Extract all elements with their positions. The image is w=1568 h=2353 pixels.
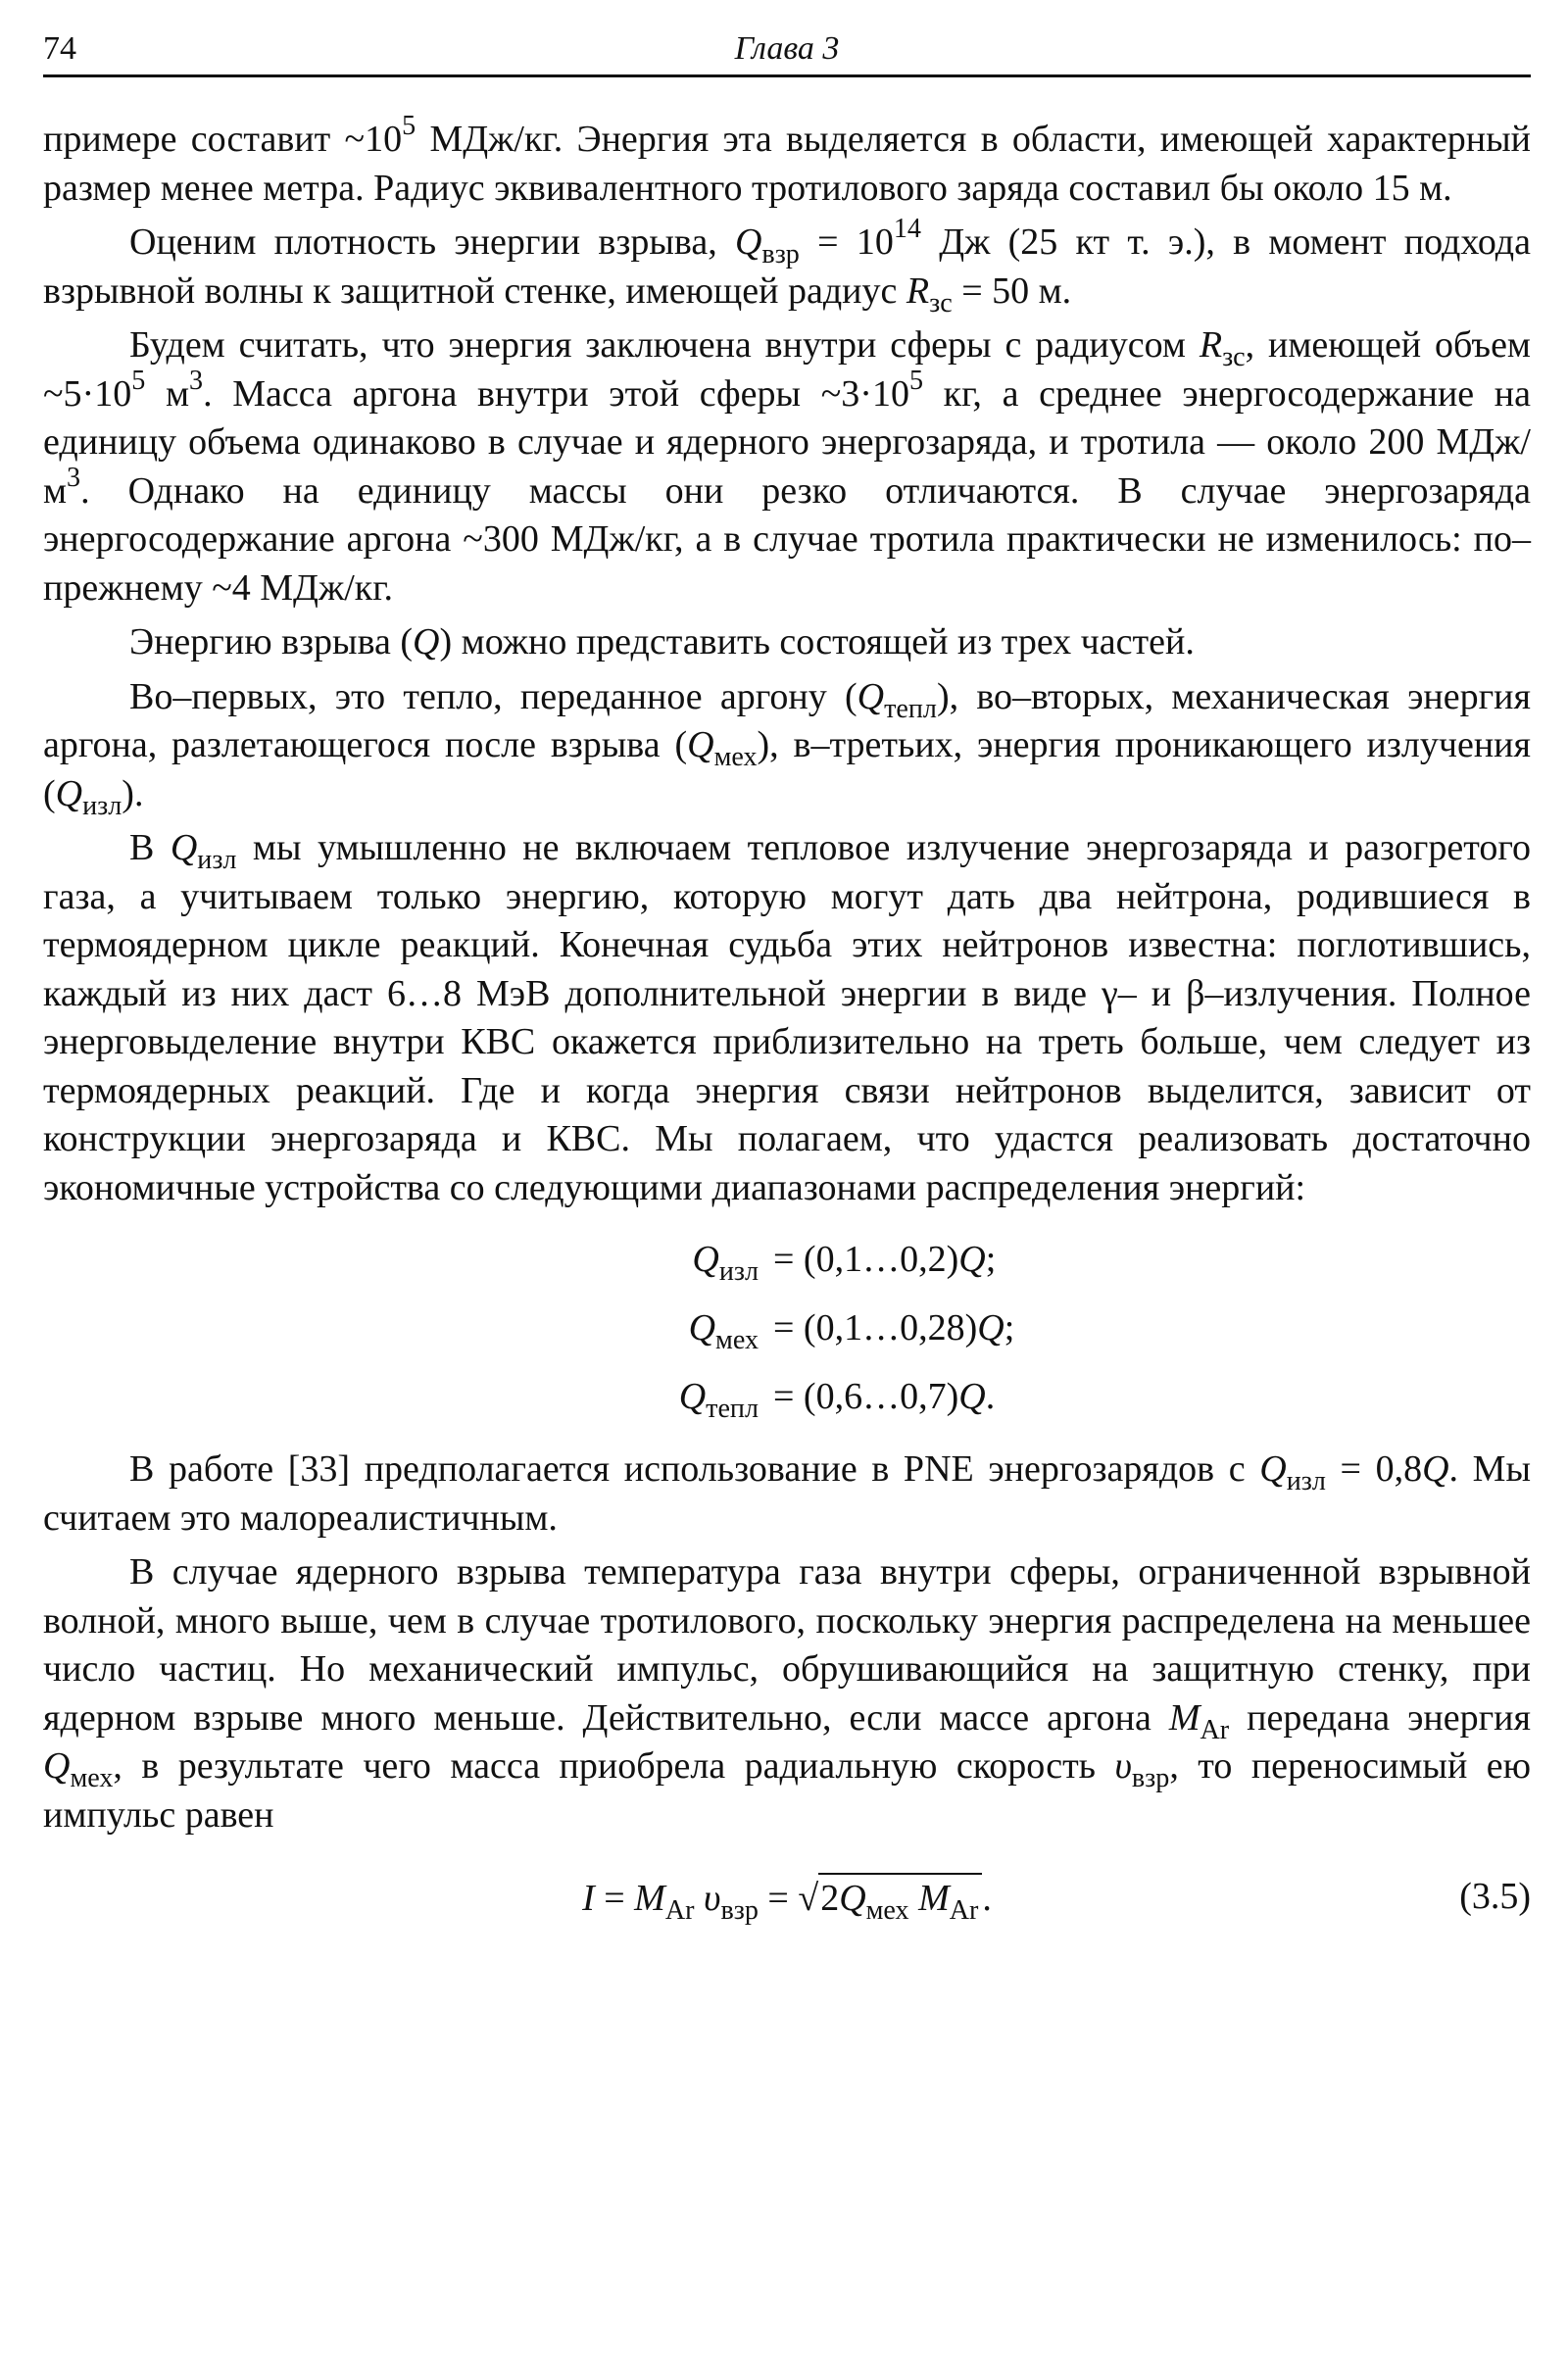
paragraph-1: примере составит $\sim 10^5$ МДж/кг. Энергия эта выделяется в области, имеющей характерный размер менее метра. Радиус эквивалентного тротилового заряда составил бы около 15 м.	[43, 111, 1531, 209]
sqrt-sign: √	[798, 1878, 819, 1919]
paragraph-6: В $Q_{изл}$ мы умышленно не включаем тепловое излучение энергозаряда и разогретого газа, а учитываем только энергию, которую могут дать два нейтрона, родившиеся в термоядерном цикле реакций. Конечная судьба этих нейтронов известна: поглотившись, каждый из них даст 6…8 МэВ дополнительной энергии в виде γ– и β–излучения. Полное энерговыделение внутри КВС окажется приблизительно на треть больше, чем следует из термоядерных реакций. Где и когда энергия связи нейтронов выделится, зависит от конструкции энергозаряда и КВС. Мы полагаем, что удастся реализовать достаточно экономичные устройства со следующими диапазонами распределения энергий:	[43, 827, 1531, 1208]
paragraph-2: Оценим плотность энергии взрыва, $Q_{взр} = 10^{14}$ Дж (25 кт т. э.), в момент подхода взрывной волны к защитной стенке, имеющей радиус $R_{зс} = 50$ м.	[43, 214, 1532, 319]
running-title: Глава 3	[734, 30, 840, 67]
formula-line: $Q_{изл}$ = (0,1…0,2)Q;	[692, 1239, 997, 1287]
equation-number: (3.5)	[1459, 1876, 1531, 1917]
paragraph-4: Энергию взрыва (Q) можно представить состоящей из трех частей.	[129, 621, 1195, 662]
paragraph-3: Будем считать, что энергия заключена внутри сферы с радиусом $R_{зс}$, имеющей объем $\sim 5\cdot 10^5$ $м^3$. Масса аргона внутри этой сферы $\sim 3\cdot 10^5$ кг, а среднее энергосодержание на единицу объема одинаково в случае и ядерного энергозаряда, и тротила — около 200 МДж/$м^3$. Однако на единицу массы они резко отличаются. В случае энергозаряда энергосодержание аргона ~300 МДж/кг, а в случае тротила практически не изменилось: по–прежнему ~4 МДж/кг.	[43, 324, 1532, 609]
paragraph-8: В случае ядерного взрыва температура газа внутри сферы, ограниченной взрывной волной, много выше, чем в случае тротилового, поскольку энергия распределена на меньшее число частиц. Но механический импульс, обрушивающийся на защитную стенку, при ядерном взрыве много меньше. Действительно, если массе аргона $M_{Ar}$ передана энергия $Q_{мех}$, в результате чего масса приобрела радиальную скорость $\upsilon_{взр}$, то переносимый ею импульс равен	[43, 1551, 1531, 1836]
paragraph-7: В работе [33] предполагается использование в PNE энергозарядов с $Q_{изл} = 0,8Q$. Мы считаем это малореалистичным.	[43, 1448, 1531, 1539]
body-text	[43, 111, 1532, 1936]
formula-line: $Q_{мех}$ = (0,1…0,28)Q;	[688, 1307, 1015, 1355]
page-number: 74	[43, 30, 76, 67]
page-header	[43, 27, 1531, 77]
paragraph-5: Во–первых, это тепло, переданное аргону $(Q_{тепл})$, во–вторых, механическая энергия аргона, разлетающегося после взрыва $(Q_{мех})$, в–третьих, энергия проникающего излучения $(Q_{изл})$.	[43, 675, 1531, 821]
energy-distribution-formulas	[43, 1222, 1531, 1428]
equation-3-5	[43, 1857, 1531, 1936]
formula-line: $Q_{тепл}$ = (0,6…0,7)Q.	[678, 1376, 996, 1424]
equation-body: $I = M_{Ar}$ $\upsilon_{взр} = √2Q_{мех}$ $M_{Ar}$ .	[43, 1873, 1531, 1924]
